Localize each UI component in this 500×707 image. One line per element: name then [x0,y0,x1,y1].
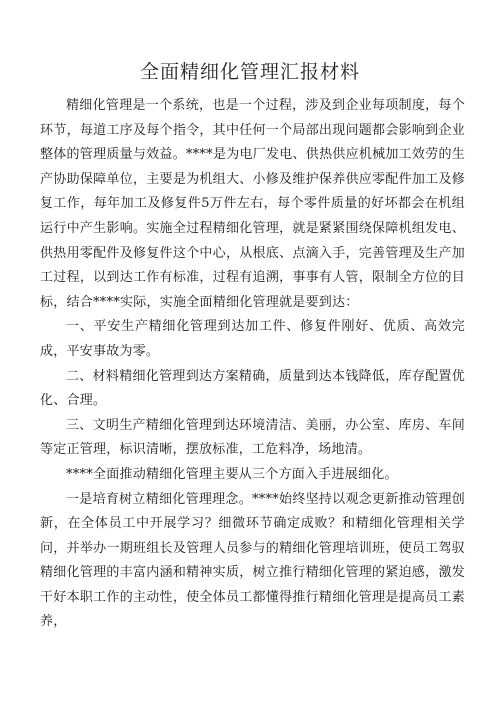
paragraph-summary: ****全面推动精细化管理主要从三个方面入手进展细化。 [66,466,398,482]
document-title: 全面精细化管理汇报材料 [139,61,360,83]
paragraph-point-1: 一是培育树立精细化管理理念。****始终坚持以观念更新推动管理创新，在全体员工中开展学习？细微环节确定成败？和精细化管理相关学问，并举办一期班组长及管理人员参与的精细化管理培训班，使员工驾驭精细化管理的丰富内涵和精神实质，树立推行精细化管理的紧迫感，激发干好本职工作的主动性，使全体员工都懂得推行精细化管理是提高员工素养， [40,491,465,630]
document-body [40,94,465,635]
paragraph-item-2: 二、材料精细化管理到达方案精确，质量到达本钱降低，库存配置优化、合理。 [40,368,465,409]
paragraph-intro: 精细化管理是一个系统，也是一个过程，涉及到企业每项制度，每个环节，每道工序及每个指令，其中任何一个局部出现问题都会影响到企业整体的管理质量与效益。****是为电厂发电、供热供应机械加工效劳的生产协助保障单位，主要是为机组大、小修及维护保养供应零配件加工及修复工作，每年加工及修复件5万件左右，每个零件质量的好坏都会在机组运行中产生影响。实施全过程精细化管理，就是紧紧围绕保障机组发电、供热用零配件及修复件这个中心，从根底、点滴入手，完善管理及生产加工过程，以到达工作有标准，过程有追溯，事事有人管，限制全方位的目标，结合****实际，实施全面精细化管理就是要到达： [40,98,465,310]
paragraph-item-1: 一、平安生产精细化管理到达加工件、修复件刚好、优质、高效完成，平安事故为零。 [40,319,465,359]
paragraph-item-3: 三、文明生产精细化管理到达环境清洁、美丽，办公室、库房、车间等定正管理，标识清晰，摆放标准，工危料净，场地清。 [40,417,465,458]
